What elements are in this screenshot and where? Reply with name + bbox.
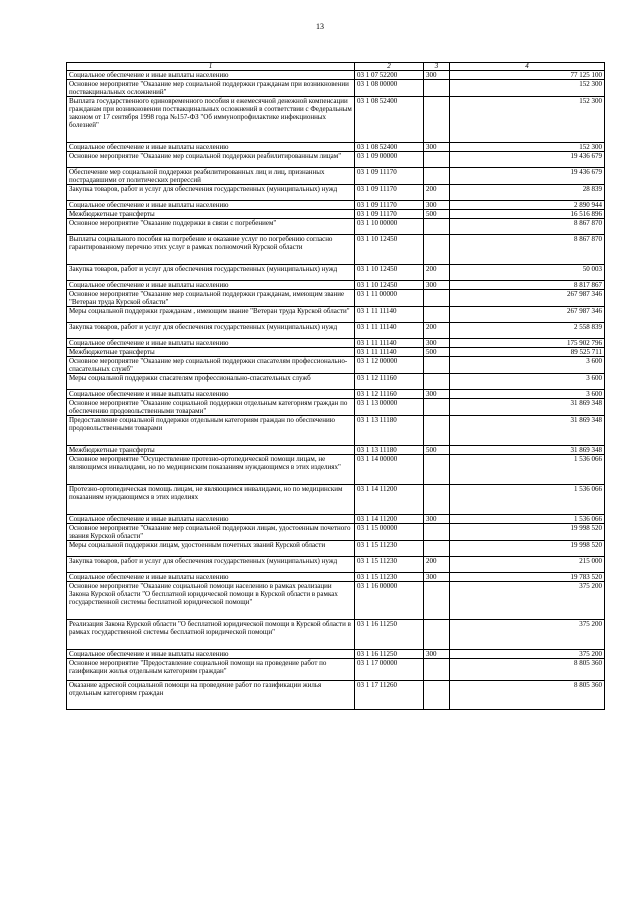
cell-kind [424, 659, 450, 681]
cell-code: 03 1 08 00000 [355, 80, 424, 97]
table-row [67, 582, 605, 620]
cell-name: Основное мероприятие "Осуществление протезно-ортопедической помощи лицам, не являющимся инвалидами, но по медицинским показаниям нуждающимся в этих изделиях" [67, 455, 355, 485]
table-row [67, 210, 605, 219]
table-row [67, 681, 605, 710]
cell-code: 03 1 08 52400 [355, 143, 424, 152]
cell-code: 03 1 13 00000 [355, 399, 424, 416]
cell-kind [424, 541, 450, 557]
cell-amount: 28 839 [450, 185, 605, 201]
cell-kind: 300 [424, 390, 450, 399]
table-row [67, 290, 605, 307]
cell-kind: 200 [424, 557, 450, 573]
table-row [67, 515, 605, 524]
cell-amount: 19 998 520 [450, 541, 605, 557]
cell-kind: 300 [424, 143, 450, 152]
table-body [67, 71, 605, 710]
cell-kind: 300 [424, 339, 450, 348]
table-row [67, 80, 605, 97]
cell-amount: 8 867 870 [450, 219, 605, 235]
cell-name: Основное мероприятие "Оказание мер социальной поддержки спасателям профессионально-спасательных служб" [67, 357, 355, 374]
cell-code: 03 1 10 12450 [355, 235, 424, 265]
cell-code: 03 1 15 11230 [355, 541, 424, 557]
cell-name: Социальное обеспечение и иные выплаты населению [67, 71, 355, 80]
table-row [67, 357, 605, 374]
cell-amount: 1 536 066 [450, 515, 605, 524]
cell-name: Выплаты социального пособия на погребение и оказание услуг по погребению согласно гарантированному перечню этих услуг в рамках полномочий Курской области [67, 235, 355, 265]
cell-code: 03 1 12 11160 [355, 390, 424, 399]
cell-code: 03 1 09 11170 [355, 185, 424, 201]
cell-code: 03 1 11 11140 [355, 323, 424, 339]
table-row [67, 281, 605, 290]
cell-amount: 31 869 348 [450, 446, 605, 455]
cell-code: 03 1 07 52200 [355, 71, 424, 80]
cell-kind [424, 97, 450, 143]
cell-name: Протезно-ортопедическая помощь лицам, не являющимся инвалидами, но по медицинским показаниям нуждающимся в этих изделиях [67, 485, 355, 515]
cell-kind: 300 [424, 281, 450, 290]
cell-code: 03 1 09 11170 [355, 210, 424, 219]
cell-amount: 152 300 [450, 97, 605, 143]
cell-name: Закупка товаров, работ и услуг для обеспечения государственных (муниципальных) нужд [67, 265, 355, 281]
cell-amount: 19 783 520 [450, 573, 605, 582]
cell-amount: 8 867 870 [450, 235, 605, 265]
cell-code: 03 1 13 11180 [355, 416, 424, 446]
cell-name: Социальное обеспечение и иные выплаты населению [67, 573, 355, 582]
cell-name: Основное мероприятие "Оказание социальной поддержки отдельным категориям граждан по обеспечению продовольственными товарами" [67, 399, 355, 416]
table-row [67, 201, 605, 210]
cell-amount: 375 200 [450, 650, 605, 659]
cell-kind [424, 582, 450, 620]
cell-name: Предоставление социальной поддержки отдельным категориям граждан по обеспечению продовольственными товарами [67, 416, 355, 446]
cell-kind [424, 219, 450, 235]
cell-name: Социальное обеспечение и иные выплаты населению [67, 390, 355, 399]
cell-code: 03 1 11 11140 [355, 348, 424, 357]
cell-code: 03 1 10 12450 [355, 281, 424, 290]
cell-name: Основное мероприятие "Оказание мер социальной поддержки реабилитированным лицам" [67, 152, 355, 168]
cell-name: Социальное обеспечение и иные выплаты населению [67, 515, 355, 524]
cell-amount: 375 200 [450, 620, 605, 650]
cell-name: Меры социальной поддержки гражданам , имеющим звание "Ветеран труда Курской области" [67, 307, 355, 323]
cell-kind: 300 [424, 573, 450, 582]
cell-kind [424, 620, 450, 650]
cell-amount: 50 003 [450, 265, 605, 281]
page-number: 13 [316, 22, 324, 31]
cell-amount: 89 525 711 [450, 348, 605, 357]
cell-name: Межбюджетные трансферты [67, 348, 355, 357]
cell-code: 03 1 11 00000 [355, 290, 424, 307]
table-row [67, 390, 605, 399]
table-row [67, 348, 605, 357]
cell-amount: 31 869 348 [450, 399, 605, 416]
cell-amount: 19 436 679 [450, 152, 605, 168]
table-row [67, 659, 605, 681]
cell-kind [424, 524, 450, 541]
cell-amount: 8 805 360 [450, 681, 605, 710]
column-header-kind: 3 [424, 63, 450, 71]
cell-amount: 215 000 [450, 557, 605, 573]
table-row [67, 399, 605, 416]
cell-name: Основное мероприятие "Оказание мер социальной поддержки гражданам, имеющим звание "Ветеран труда Курской области" [67, 290, 355, 307]
table-row [67, 219, 605, 235]
cell-name: Основное мероприятие "Оказание социальной помощи населению в рамках реализации Закона Курской области "О бесплатной юридической помощи в Курской области в рамках государственной системы бесплатной юридической помощи" [67, 582, 355, 620]
cell-amount: 3 600 [450, 374, 605, 390]
cell-kind [424, 290, 450, 307]
cell-code: 03 1 12 11160 [355, 374, 424, 390]
cell-code: 03 1 08 52400 [355, 97, 424, 143]
table-row [67, 152, 605, 168]
cell-kind: 200 [424, 185, 450, 201]
cell-kind [424, 235, 450, 265]
cell-code: 03 1 11 11140 [355, 307, 424, 323]
cell-kind [424, 152, 450, 168]
cell-code: 03 1 12 00000 [355, 357, 424, 374]
cell-kind: 300 [424, 515, 450, 524]
cell-kind: 500 [424, 348, 450, 357]
table-header [67, 63, 605, 71]
table-row [67, 541, 605, 557]
cell-name: Закупка товаров, работ и услуг для обеспечения государственных (муниципальных) нужд [67, 557, 355, 573]
cell-kind: 300 [424, 650, 450, 659]
cell-kind [424, 485, 450, 515]
cell-code: 03 1 14 11200 [355, 485, 424, 515]
cell-code: 03 1 17 00000 [355, 659, 424, 681]
cell-code: 03 1 10 12450 [355, 265, 424, 281]
table-row [67, 573, 605, 582]
column-header-amount: 4 [450, 63, 605, 71]
cell-amount: 19 436 679 [450, 168, 605, 185]
table-row [67, 235, 605, 265]
cell-kind: 500 [424, 210, 450, 219]
table-row [67, 446, 605, 455]
table-row [67, 455, 605, 485]
cell-kind [424, 681, 450, 710]
table-row [67, 71, 605, 80]
cell-code: 03 1 16 11250 [355, 620, 424, 650]
cell-name: Закупка товаров, работ и услуг для обеспечения государственных (муниципальных) нужд [67, 185, 355, 201]
cell-amount: 3 600 [450, 357, 605, 374]
cell-code: 03 1 10 00000 [355, 219, 424, 235]
table-row [67, 185, 605, 201]
cell-name: Межбюджетные трансферты [67, 446, 355, 455]
cell-amount: 77 125 100 [450, 71, 605, 80]
table-row [67, 143, 605, 152]
table-row [67, 557, 605, 573]
cell-amount: 267 987 346 [450, 290, 605, 307]
cell-name: Основное мероприятие "Оказание мер социальной поддержки лицам, удостоенным почетного звания Курской области" [67, 524, 355, 541]
header-row [67, 63, 605, 71]
cell-code: 03 1 09 11170 [355, 201, 424, 210]
cell-name: Социальное обеспечение и иные выплаты населению [67, 143, 355, 152]
cell-kind [424, 399, 450, 416]
cell-kind: 300 [424, 71, 450, 80]
cell-amount: 152 300 [450, 143, 605, 152]
cell-amount: 152 300 [450, 80, 605, 97]
cell-code: 03 1 15 00000 [355, 524, 424, 541]
cell-kind: 300 [424, 201, 450, 210]
cell-kind [424, 455, 450, 485]
column-header-code: 2 [355, 63, 424, 71]
cell-code: 03 1 15 11230 [355, 557, 424, 573]
cell-code: 03 1 09 11170 [355, 168, 424, 185]
cell-name: Социальное обеспечение и иные выплаты населению [67, 201, 355, 210]
cell-code: 03 1 14 11200 [355, 515, 424, 524]
table-row [67, 416, 605, 446]
cell-name: Выплата государственного единовременного пособия и ежемесячной денежной компенсации гражданам при возникновении поствакцинальных осложнений в соответствии с Федеральным законом от 17 сентября 1998 года №157-ФЗ "Об иммунопрофилактике инфекционных болезней" [67, 97, 355, 143]
cell-name: Основное мероприятие "Оказание мер социальной поддержки гражданам при возникновении поствакцинальных осложнений" [67, 80, 355, 97]
cell-name: Межбюджетные трансферты [67, 210, 355, 219]
table-row [67, 374, 605, 390]
table-row [67, 168, 605, 185]
cell-kind [424, 307, 450, 323]
cell-amount: 16 516 896 [450, 210, 605, 219]
table-row [67, 265, 605, 281]
cell-name: Закупка товаров, работ и услуг для обеспечения государственных (муниципальных) нужд [67, 323, 355, 339]
cell-name: Реализация Закона Курской области "О бесплатной юридической помощи в Курской области в рамках государственной системы бесплатной юридической помощи" [67, 620, 355, 650]
cell-kind [424, 80, 450, 97]
table-row [67, 650, 605, 659]
cell-amount: 31 869 348 [450, 416, 605, 446]
cell-kind [424, 168, 450, 185]
table-row [67, 524, 605, 541]
cell-code: 03 1 17 11260 [355, 681, 424, 710]
cell-amount: 1 536 066 [450, 455, 605, 485]
table-row [67, 307, 605, 323]
table-row [67, 620, 605, 650]
cell-kind [424, 357, 450, 374]
cell-code: 03 1 13 11180 [355, 446, 424, 455]
cell-name: Меры социальной поддержки лицам, удостоенным почетных званий Курской области [67, 541, 355, 557]
cell-kind [424, 416, 450, 446]
cell-kind: 200 [424, 323, 450, 339]
cell-name: Социальное обеспечение и иные выплаты населению [67, 281, 355, 290]
cell-code: 03 1 14 00000 [355, 455, 424, 485]
cell-amount: 2 558 839 [450, 323, 605, 339]
cell-name: Социальное обеспечение и иные выплаты населению [67, 339, 355, 348]
cell-name: Основное мероприятие "Предоставление социальной помощи на проведение работ по газификации жилья отдельным категориям граждан" [67, 659, 355, 681]
cell-kind [424, 374, 450, 390]
cell-amount: 175 902 796 [450, 339, 605, 348]
cell-code: 03 1 11 11140 [355, 339, 424, 348]
cell-amount: 8 817 867 [450, 281, 605, 290]
cell-name: Социальное обеспечение и иные выплаты населению [67, 650, 355, 659]
cell-amount: 3 600 [450, 390, 605, 399]
cell-amount: 8 805 360 [450, 659, 605, 681]
cell-amount: 19 998 520 [450, 524, 605, 541]
cell-amount: 2 890 944 [450, 201, 605, 210]
cell-code: 03 1 16 11250 [355, 650, 424, 659]
table-row [67, 323, 605, 339]
cell-code: 03 1 16 00000 [355, 582, 424, 620]
cell-amount: 267 987 346 [450, 307, 605, 323]
table-row [67, 339, 605, 348]
table-row [67, 97, 605, 143]
budget-table [66, 62, 605, 710]
cell-code: 03 1 15 11230 [355, 573, 424, 582]
column-header-name: 1 [67, 63, 355, 71]
cell-name: Меры социальной поддержки спасателям профессионально-спасательных служб [67, 374, 355, 390]
cell-kind: 500 [424, 446, 450, 455]
cell-name: Оказание адресной социальной помощи на проведение работ по газификации жилья отдельным категориям граждан [67, 681, 355, 710]
cell-amount: 1 536 066 [450, 485, 605, 515]
cell-kind: 200 [424, 265, 450, 281]
cell-name: Основное мероприятие "Оказание поддержки в связи с погребением" [67, 219, 355, 235]
cell-name: Обеспечение мер социальной поддержки реабилитированных лиц и лиц, признанных пострадавшими от политических репрессий [67, 168, 355, 185]
table-row [67, 485, 605, 515]
cell-amount: 375 200 [450, 582, 605, 620]
cell-code: 03 1 09 00000 [355, 152, 424, 168]
